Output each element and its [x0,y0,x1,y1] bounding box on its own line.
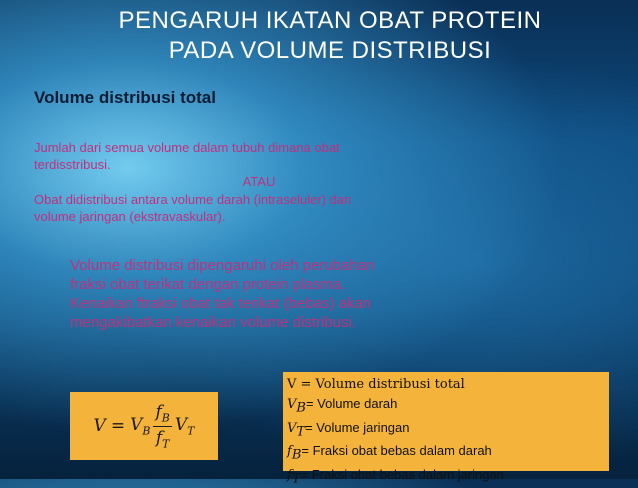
effect-line-2: fraksi obat terikat dengan protein plasma. [70,276,346,293]
formula-box [70,392,218,460]
formula-fraction [153,402,171,450]
effect-paragraph [70,256,440,332]
fraction-numerator: $f_B$ [155,402,170,425]
definition-2-line-2: volume jaringan (ekstravaskular). [34,209,226,224]
legend-row-vt: $V_T=$ Volume jaringan [287,419,410,440]
effect-line-3: Kenaikan ftraksi obat tak terikat (bebas) akan [70,295,371,312]
formula-vt: $V_T$ [174,414,195,438]
definition-1-line-2: terdisstribusi. [34,157,111,172]
formula-equals: = [110,416,126,436]
legend-row-vb: $V_B=$ Volume darah [287,396,398,416]
slide-title [60,6,600,66]
atau-label: ATAU [242,174,276,189]
definition-2-line-1: Obat didistribusi antara volume darah (intraseluler) dan [34,192,352,207]
formula-lhs: V [93,416,106,436]
definition-2 [34,191,434,225]
legend-box [283,372,609,487]
title-line-2: PADA VOLUME DISTRIBUSI [168,37,492,64]
legend-row-v: V = Volume distribusi total [287,377,465,392]
title-line-1: PENGARUH IKATAN OBAT PROTEIN [118,7,542,34]
definition-1 [34,139,434,173]
legend-row-fb: $f_B=$ Fraksi obat bebas dalam darah [287,443,492,463]
fraction-denominator: $f_T$ [155,427,170,450]
effect-line-4: mengakibatkan kenaikan volume distribusi. [70,314,356,331]
definition-1-line-1: Jumlah dari semua volume dalam tubuh dimana obat [34,140,340,155]
formula-vb: $V_B$ [130,414,151,438]
section-heading: Volume distribusi total [34,88,216,107]
effect-line-1: Volume distribusi dipengaruhi oleh perubahan [70,257,375,274]
legend-row-ft: $f_T=$ Fraksi obat bebas dalam jaringan [287,466,504,487]
